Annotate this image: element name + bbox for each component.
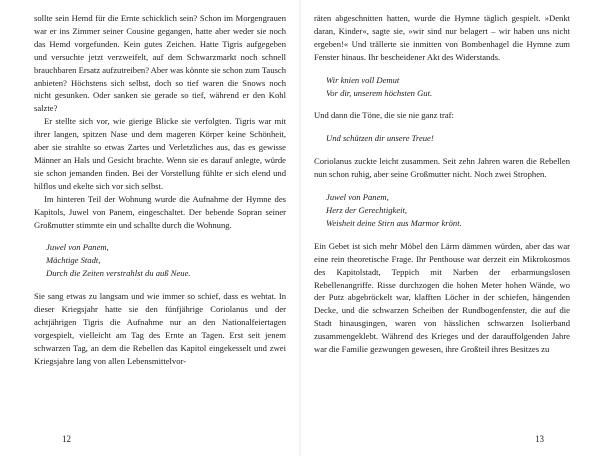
paragraph: Ein Gebet ist sich mehr Möbel den Lärm dämmen würden, aber das war eine rein theoretische Frage. Ihr Penthouse war derzeit ein Mikrokosmos des Kapitolstadt, Teppich mit Narben der erbarmungslosen Rebellenangriffe. Risse durchzogen die hohen Meter hohen Wände, wo der Putz abgebröckelt war, klafften Löcher in der schiefen, hängenden Decke, und die schwarzen Scheiben der Rundbogenfenster, die auf die Stadt hinausgingen, waren von hässlichen schwarzen Isolierband zusammengeklebt. Während des Krieges und der darauffolgenden Jahre war die Familie gezwungen gewesen, ihre Großteil ihres Besitzes zu xyxy=(314,240,570,355)
verse-line: Juwel von Panem, xyxy=(326,192,389,203)
verse-line: Vor dir, unserem höchsten Gut. xyxy=(326,87,433,98)
paragraph: Im hinteren Teil der Wohnung wurde die Aufnahme der Hymne des Kapitols, Juwel von Panem, eingeschaltet. Der bebende Sopran seiner Großmutter stimmte ein und schallte durch die Wohnung. xyxy=(34,193,286,230)
verse-line: Mächtige Stadt, xyxy=(46,255,101,266)
anthem-verse xyxy=(34,241,286,280)
verse-line: Weisheit deine Stirn aus Marmor krönt. xyxy=(326,217,462,228)
anthem-verse xyxy=(314,74,570,100)
verse-line: Juwel von Panem, xyxy=(46,242,109,253)
paragraph: räten abgeschnitten hatten, wurde die Hymne täglich gespielt. »Denkt daran, Kinder«, sagte sie, »wir sind nur belagert – wir haben uns nicht ergeben!« Und trällerte sie inmitten von Bombenhagel die Hymne zum Fenster hinaus. Ihr bescheidener Akt des Widerstands. xyxy=(314,13,570,62)
paragraph: Er stellte sich vor, wie gierige Blicke sie verfolgten. Tigris war mit ihrer langen, spitzen Nase und dem mageren Körper keine Schönheit, aber sie strahlte so etwas Zartes und Verletzliches aus, das es gewisse Männer an Hals und Gesicht brachte. Wenn sie es darauf anlegte, würde sie schon jemanden finden. Bei der Vorstellung fühlte er sich elend und hilflos und ekelte sich vor sich selbst. xyxy=(34,116,286,191)
verse-line: Durch die Zeiten verstrahlst du auß Neue. xyxy=(46,268,191,279)
right-page xyxy=(300,0,600,456)
page-number: 12 xyxy=(62,434,71,444)
paragraph: Coriolanus zuckte leicht zusammen. Seit zehn Jahren waren die Rebellen nun schon ruhig, aber seine Großmutter nicht. Noch zwei Strophen. xyxy=(314,156,570,180)
page-number: 13 xyxy=(535,434,544,444)
verse-line: Und schützen dir unsere Treue! xyxy=(326,133,434,144)
anthem-verse xyxy=(314,132,570,145)
paragraph: sollte sein Hemd für die Ernte schicklich sein? Schon im Morgengrauen war er ins Zimmer seiner Cousine gegangen, hatte aber weder sie noch das Hemd vorgefunden. Kein gutes Zeichen. Hatte Tigris aufgegeben und versuchte jetzt verzweifelt, auf dem Schwarzmarkt noch schnell brauchbaren Ersatz aufzutreiben? Aber was könnte sie schon zum Tausch anbieten? Höchstens sich selbst, doch so tief waren die Snows noch nicht gesunken. Oder sanken sie gerade so tief, während er den Kohl salzte? xyxy=(34,13,286,114)
verse-line: Herz der Gerechtigkeit, xyxy=(326,204,408,215)
verse-line: Wir knien voll Demut xyxy=(326,74,400,85)
paragraph: Und dann die Töne, die sie nie ganz traf: xyxy=(314,110,454,121)
anthem-verse xyxy=(314,191,570,230)
paragraph: Sie sang etwas zu langsam und wie immer so schief, dass es wehtat. In dieser Kriegsjahr hatte sie den fünfjährige Coriolanus und der achtjährigen Tigris die Aufnahme nur an den Nationalfeiertagen vorgespielt, vielleicht am Tag des Ernte an Tagen. Erst seit jenem schwarzen Tag, an dem die Rebellen das Kapitol eingekesselt und zwei Kriegsjahre lang von allen Lebensmittelvor- xyxy=(34,291,286,366)
